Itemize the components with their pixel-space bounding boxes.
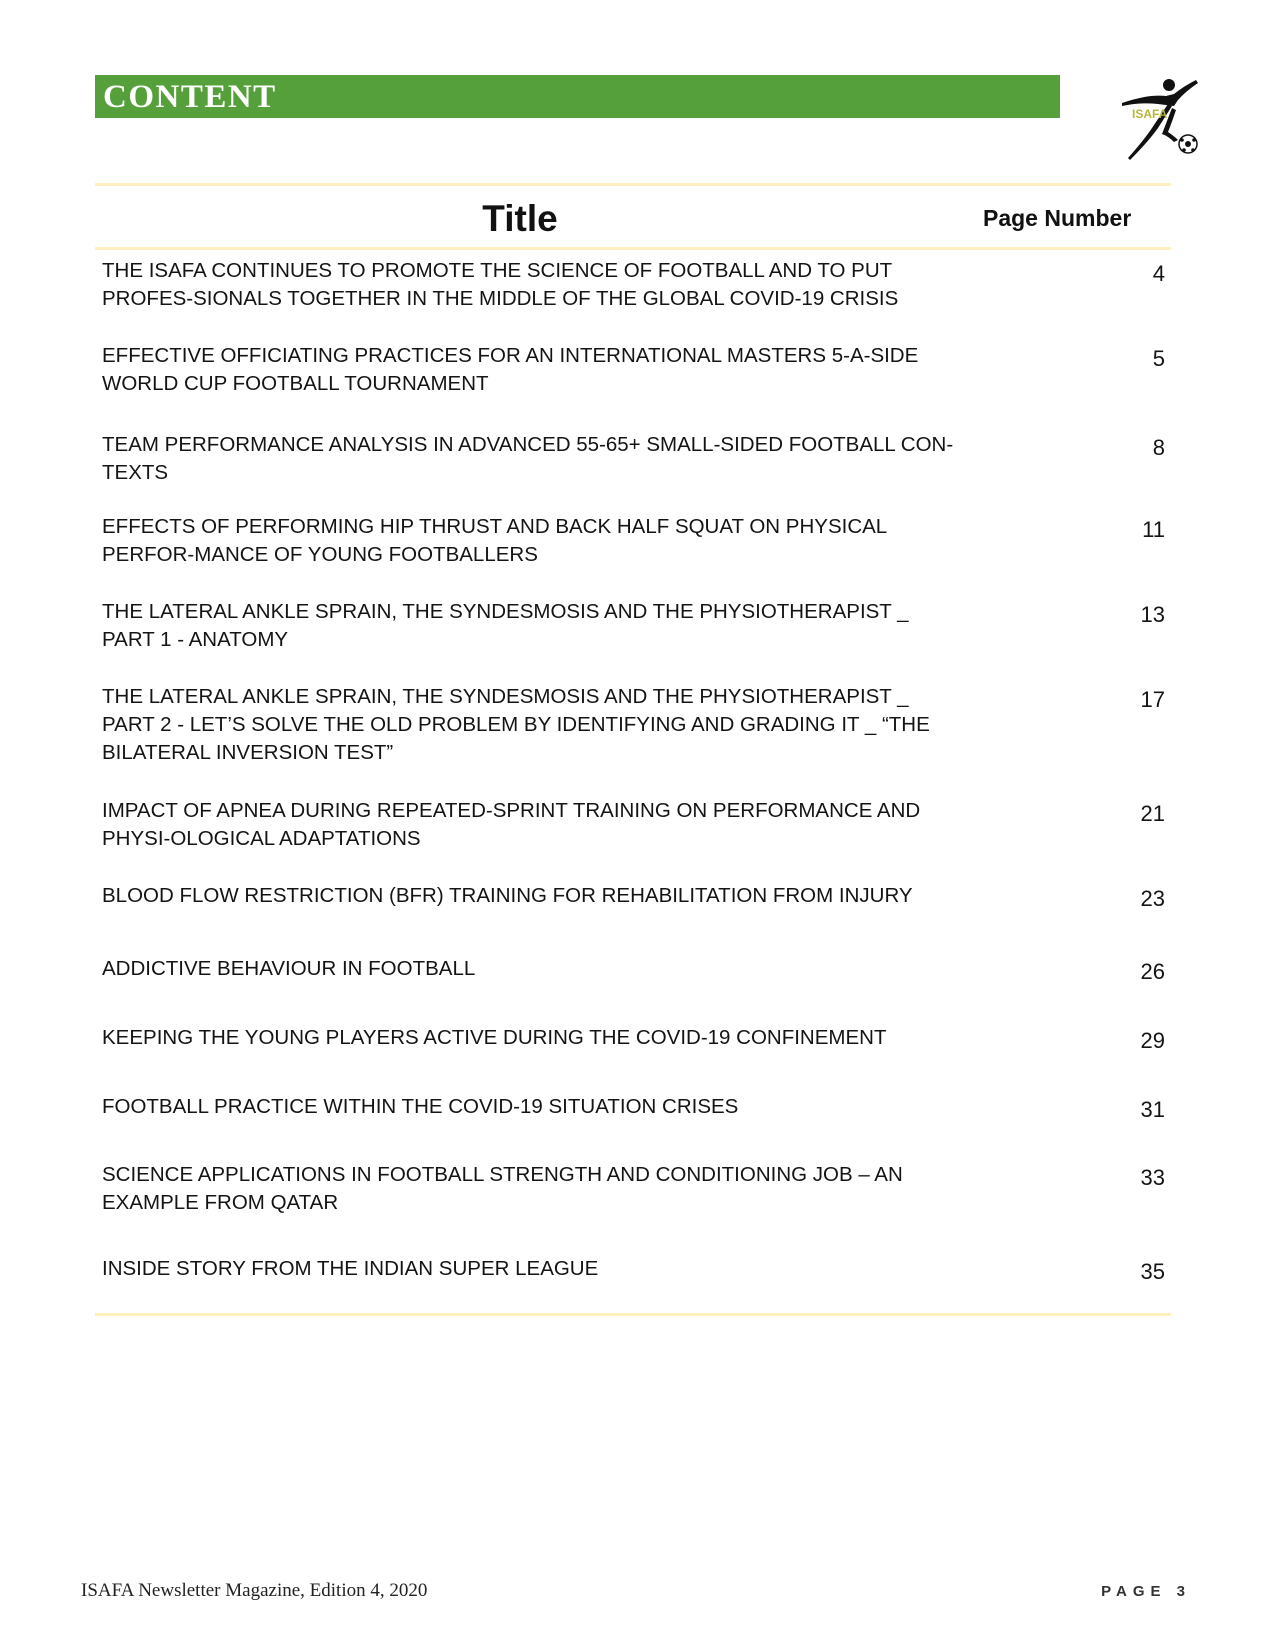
toc-entry-page: 13 bbox=[1140, 602, 1165, 627]
toc-entry-page: 35 bbox=[1140, 1259, 1165, 1284]
content-header-bar bbox=[95, 75, 1060, 118]
toc-entry-title: THE LATERAL ANKLE SPRAIN, THE SYNDESMOSIS AND THE PHYSIOTHERAPIST _ PART 1 - ANATOMY bbox=[102, 600, 909, 651]
toc-entry-page: 26 bbox=[1140, 959, 1165, 984]
toc-entry-title: INSIDE STORY FROM THE INDIAN SUPER LEAGUE bbox=[102, 1257, 599, 1280]
content-heading: CONTENT bbox=[103, 79, 277, 115]
toc-entry-title: SCIENCE APPLICATIONS IN FOOTBALL STRENGTH AND CONDITIONING JOB – AN EXAMPLE FROM QATAR bbox=[102, 1163, 903, 1214]
toc-entry-page: 4 bbox=[1152, 261, 1165, 286]
toc-entry-page: 31 bbox=[1140, 1097, 1165, 1122]
toc-entry-title: IMPACT OF APNEA DURING REPEATED-SPRINT TRAINING ON PERFORMANCE AND PHYSI-OLOGICAL ADAPTATIONS bbox=[102, 799, 921, 850]
toc-entry-page: 29 bbox=[1140, 1028, 1165, 1053]
toc-entry-page: 23 bbox=[1140, 886, 1165, 911]
footer-page-number: PAGE 3 bbox=[1101, 1583, 1191, 1600]
toc-entry-page: 11 bbox=[1142, 517, 1165, 542]
toc-entry-title: THE ISAFA CONTINUES TO PROMOTE THE SCIENCE OF FOOTBALL AND TO PUT PROFES-SIONALS TOGETHER IN THE MIDDLE OF THE GLOBAL COVID-19 CRISIS bbox=[102, 259, 899, 310]
toc-entry-page: 17 bbox=[1140, 687, 1165, 712]
toc-entry-title: KEEPING THE YOUNG PLAYERS ACTIVE DURING THE COVID-19 CONFINEMENT bbox=[102, 1026, 887, 1049]
toc-entry-title: ADDICTIVE BEHAVIOUR IN FOOTBALL bbox=[102, 957, 476, 980]
toc-entry-title: BLOOD FLOW RESTRICTION (BFR) TRAINING FOR REHABILITATION FROM INJURY bbox=[102, 884, 913, 907]
column-header-title: Title bbox=[482, 198, 558, 239]
toc-entry-title: EFFECTS OF PERFORMING HIP THRUST AND BACK HALF SQUAT ON PHYSICAL PERFOR-MANCE OF YOUNG FOOTBALLERS bbox=[102, 515, 887, 566]
column-header-page-number: Page Number bbox=[983, 205, 1132, 231]
toc-entry-page: 5 bbox=[1152, 346, 1165, 371]
logo-text: ISAFA bbox=[1132, 107, 1168, 121]
footer-publication: ISAFA Newsletter Magazine, Edition 4, 2020 bbox=[81, 1580, 428, 1601]
toc-entry-title: FOOTBALL PRACTICE WITHIN THE COVID-19 SITUATION CRISES bbox=[102, 1095, 739, 1118]
toc-entry-title: TEAM PERFORMANCE ANALYSIS IN ADVANCED 55-65+ SMALL-SIDED FOOTBALL CON-TEXTS bbox=[102, 433, 954, 484]
toc-entry-page: 8 bbox=[1152, 435, 1165, 460]
isafa-logo-icon bbox=[1118, 76, 1210, 166]
toc-entry-page: 33 bbox=[1140, 1165, 1165, 1190]
toc-entry-title: EFFECTIVE OFFICIATING PRACTICES FOR AN INTERNATIONAL MASTERS 5-A-SIDE WORLD CUP FOOTBALL TOURNAMENT bbox=[102, 344, 919, 395]
table-top-rule bbox=[95, 183, 1171, 186]
table-bottom-rule bbox=[95, 1313, 1171, 1316]
table-header-rule bbox=[95, 247, 1171, 250]
toc-entry-page: 21 bbox=[1140, 801, 1165, 826]
toc-entry-title: THE LATERAL ANKLE SPRAIN, THE SYNDESMOSIS AND THE PHYSIOTHERAPIST _ PART 2 - LET’S SOLVE THE OLD PROBLEM BY IDENTIFYING AND GRADING IT _ “THE BILATERAL INVERSION TEST” bbox=[102, 685, 930, 764]
